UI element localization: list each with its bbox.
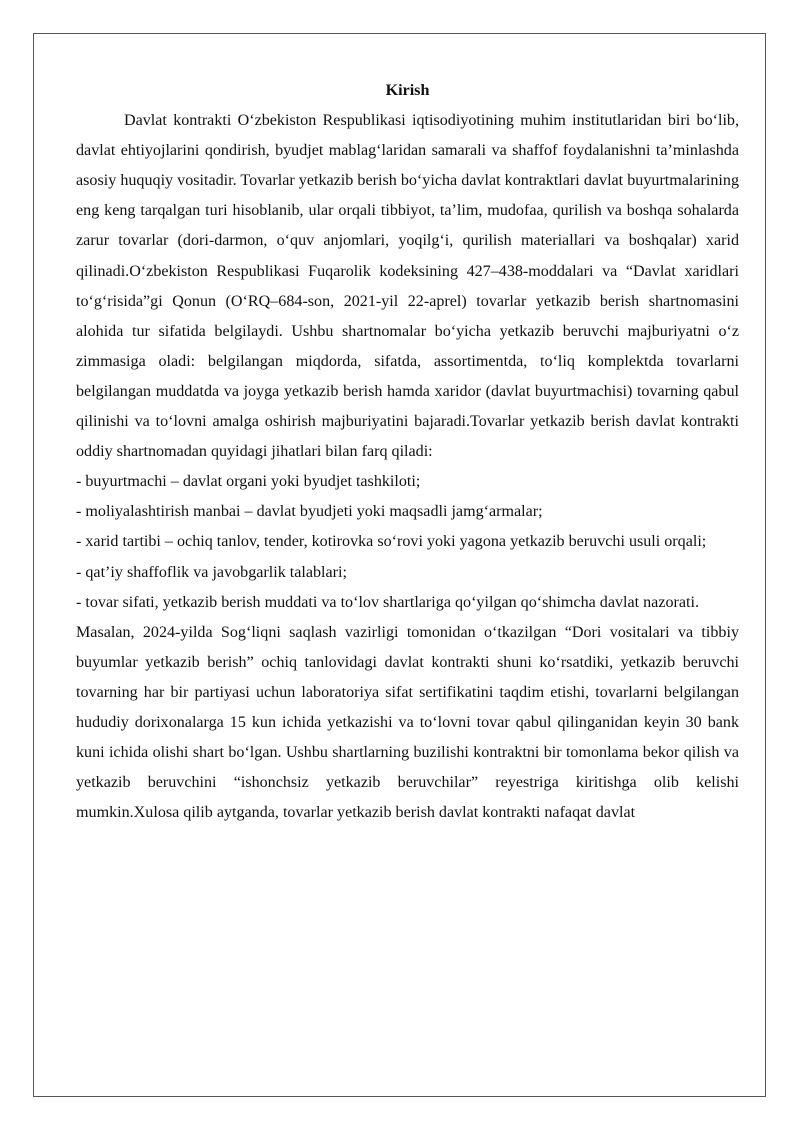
- document-body: [76, 76, 739, 828]
- list-item: - tovar sifati, yetkazib berish muddati va to‘lov shartlariga qo‘yilgan qo‘shimcha davlat nazorati.: [76, 593, 699, 611]
- differences-list: [76, 467, 739, 617]
- intro-paragraph: Davlat kontrakti O‘zbekiston Respublikasi iqtisodiyotining muhim institutlaridan biri bo‘lib, davlat ehtiyojlarini qondirish, byudjet mablag‘laridan samarali va shaffof foydalanishni ta’minlashda asosiy huquqiy vositadir. Tovarlar yetkazib berish bo‘yicha davlat kontraktlari davlat buyurtmalarining eng keng tarqalgan turi hisoblanib, ular orqali tibbiyot, ta’lim, mudofaa, qurilish va boshqa sohalarda zarur tovarlar (dori-darmon, o‘quv anjomlari, yoqilg‘i, qurilish materiallari va boshqalar) xarid qilinadi.O‘zbekiston Respublikasi Fuqarolik kodeksining 427–438-moddalari va “Davlat xaridlari to‘g‘risida”gi Qonun (O‘RQ–684-son, 2021-yil 22-aprel) tovarlar yetkazib berish shartnomasini alohida tur sifatida belgilaydi. Ushbu shartnomalar bo‘yicha yetkazib beruvchi majburiyatni o‘z zimmasiga oladi: belgilangan miqdorda, sifatda, assortimentda, to‘liq komplektda tovarlarni belgilangan muddatda va joyga yetkazib berish hamda xaridor (davlat buyurtmachisi) tovarning qabul qilinishi va to‘lovni amalga oshirish majburiyatini bajaradi.Tovarlar yetkazib berish davlat kontrakti oddiy shartnomadan quyidagi jihatlari bilan farq qiladi:: [76, 112, 739, 461]
- list-item: - qat’iy shaffoflik va javobgarlik talablari;: [76, 563, 347, 581]
- example-paragraph: Masalan, 2024-yilda Sog‘liqni saqlash vazirligi tomonidan o‘tkazilgan “Dori vositalari va tibbiy buyumlar yetkazib berish” ochiq tanlovidagi davlat kontrakti shuni ko‘rsatdiki, yetkazib beruvchi tovarning har bir partiyasi uchun laboratoriya sifat sertifikatini taqdim etishi, tovarlarni belgilangan hududiy dorixonalarga 15 kun ichida yetkazishi va to‘lovni tovar qabul qilinganidan keyin 30 bank kuni ichida olishi shart bo‘lgan. Ushbu shartlarning buzilishi kontraktni bir tomonlama bekor qilish va yetkazib beruvchini “ishonchsiz yetkazib beruvchilar” reyestriga kiritishga olib kelishi mumkin.Xulosa qilib aytganda, tovarlar yetkazib berish davlat kontrakti nafaqat davlat: [76, 623, 739, 822]
- list-item: - xarid tartibi – ochiq tanlov, tender, kotirovka so‘rovi yoki yagona yetkazib beruvchi usuli orqali;: [76, 533, 707, 551]
- document-title: Kirish: [385, 82, 430, 99]
- list-item: - buyurtmachi – davlat organi yoki byudjet tashkiloti;: [76, 473, 421, 491]
- list-item: - moliyalashtirish manbai – davlat byudjeti yoki maqsadli jamg‘armalar;: [76, 503, 543, 521]
